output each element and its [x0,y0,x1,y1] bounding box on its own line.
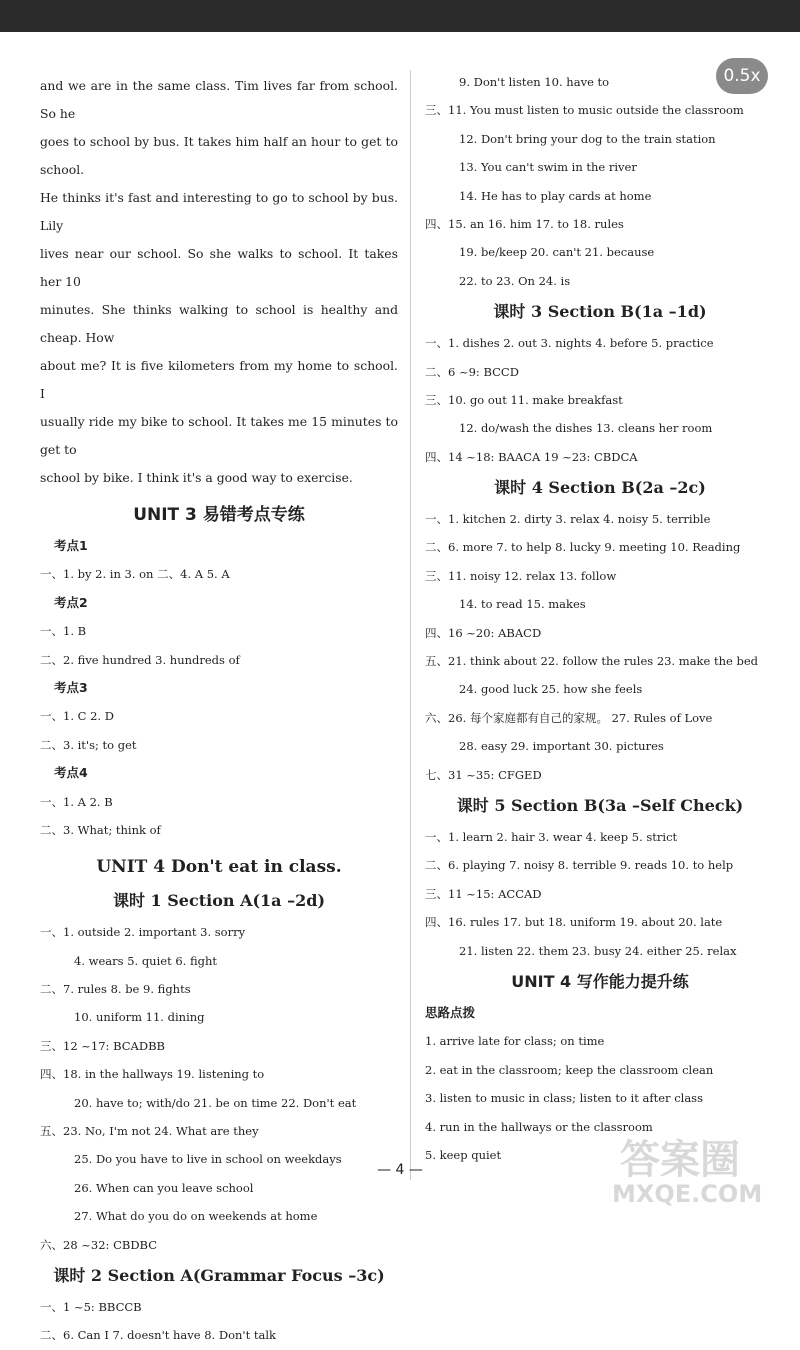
answer-line: 12. Don't bring your dog to the train station [459,131,716,146]
answer-line: 25. Do you have to live in school on weekdays [74,1152,342,1167]
answer-line: 21. listen 22. them 23. busy 24. either 25. relax [459,943,737,958]
answer-line: 三、11. You must listen to music outside the classroom [425,103,744,118]
answer-line: 六、28 ~32: CBDBC [40,1237,158,1252]
answer-line: 四、14 ~18: BAACA 19 ~23: CBDCA [425,449,638,464]
answer-line: 二、6. more 7. to help 8. lucky 9. meeting 10. Reading [425,540,741,555]
answer-line: 三、10. go out 11. make breakfast [425,392,623,407]
unit3-title: UNIT 3 易错考点专练 [133,505,305,525]
answer-line: 一、1. by 2. in 3. on 二、4. A 5. A [40,567,230,582]
answer-line: 10. uniform 11. dining [74,1010,205,1025]
answer-line: 12. do/wash the dishes 13. cleans her room [459,421,713,436]
answer-line: 19. be/keep 20. can't 21. because [459,245,655,260]
paragraph-line: lives near our school. So she walks to school. It takes her 10 [40,246,398,289]
answer-line: 一、1 ~5: BBCCB [40,1299,142,1314]
answer-line: 四、16. rules 17. but 18. uniform 19. about 20. late [425,915,723,930]
answer-line: 二、2. five hundred 3. hundreds of [40,652,240,667]
section-title-4: 课时 4 Section B(2a –2c) [494,478,706,498]
answer-line: 五、21. think about 22. follow the rules 23. make the bed [425,654,758,669]
kaodian-4: 考点4 [54,765,88,781]
unit4-title: UNIT 4 Don't eat in class. [96,857,342,878]
zoom-badge[interactable]: 0.5x [716,58,768,94]
answer-line: 2. eat in the classroom; keep the classroom clean [425,1062,714,1077]
answer-line: 24. good luck 25. how she feels [459,682,643,697]
answer-line: 20. have to; with/do 21. be on time 22. Don't eat [74,1095,357,1110]
paragraph-line: about me? It is five kilometers from my home to school. I [40,358,398,401]
answer-line: 27. What do you do on weekends at home [74,1209,318,1224]
watermark-site: MXQE.COM [612,1180,763,1208]
answer-line: 二、3. What; think of [40,822,161,837]
answer-line: 三、11 ~15: ACCAD [425,886,542,901]
kaodian-2: 考点2 [54,594,88,610]
answer-line: 二、6 ~9: BCCD [425,364,519,379]
reading-paragraph [40,72,398,492]
paragraph-line: goes to school by bus. It takes him half an hour to get to school. [40,134,398,177]
answer-line: 六、26. 每个家庭都有自己的家规。 27. Rules of Love [425,710,713,725]
answer-line: 一、1. C 2. D [40,709,114,724]
answer-line: 26. When can you leave school [74,1180,254,1195]
answer-line: 4. run in the hallways or the classroom [425,1119,653,1134]
answer-line: 22. to 23. On 24. is [459,273,571,288]
paragraph-line: school by bike. I think it's a good way to exercise. [40,470,353,485]
answer-line: 二、6. playing 7. noisy 8. terrible 9. reads 10. to help [425,858,734,873]
answer-line: 14. He has to play cards at home [459,188,652,203]
answer-line: 13. You can't swim in the river [459,160,637,175]
watermark-brand: 答案圈 [620,1137,740,1183]
answer-line: 一、1. dishes 2. out 3. nights 4. before 5. practice [425,336,714,351]
page-number: — 4 — [377,1162,423,1178]
answer-line: 七、31 ~35: CFGED [425,767,542,782]
kaodian-1: 考点1 [54,538,88,553]
answer-line: 五、23. No, I'm not 24. What are they [40,1124,259,1139]
answer-line: 5. keep quiet [425,1147,502,1162]
answer-line: 3. listen to music in class; listen to it after class [425,1091,703,1106]
answer-line: 28. easy 29. important 30. pictures [459,739,664,754]
answer-line: 四、16 ~20: ABACD [425,625,542,640]
answer-line: 一、1. kitchen 2. dirty 3. relax 4. noisy 5. terrible [425,512,711,527]
answer-line: 9. Don't listen 10. have to [459,75,610,89]
answer-line: 四、15. an 16. him 17. to 18. rules [425,216,624,231]
section-title-2: 课时 2 Section A(Grammar Focus –3c) [53,1265,385,1285]
answer-line: 1. arrive late for class; on time [425,1034,605,1049]
answer-line: 14. to read 15. makes [459,597,586,612]
answer-line: 一、1. A 2. B [40,794,113,809]
right-column [425,68,775,1169]
answer-line: 一、1. B [40,624,87,639]
answer-line: 4. wears 5. quiet 6. fight [74,953,218,968]
section-title-1: 课时 1 Section A(1a –2d) [112,891,326,911]
answer-line: 二、6. Can I 7. doesn't have 8. Don't talk [40,1328,276,1343]
column-divider [410,70,411,1180]
answer-line: 二、3. it's; to get [40,737,137,752]
answer-line: 一、1. learn 2. hair 3. wear 4. keep 5. strict [425,829,678,844]
writing-title: UNIT 4 写作能力提升练 [511,971,689,991]
answer-line: 一、1. outside 2. important 3. sorry [40,925,246,940]
paragraph-line: He thinks it's fast and interesting to go to school by bus. Lily [40,190,398,233]
paragraph-line: minutes. She thinks walking to school is healthy and cheap. How [40,302,398,345]
answer-line: 三、11. noisy 12. relax 13. follow [425,568,617,583]
paragraph-line: usually ride my bike to school. It takes me 15 minutes to get to [40,414,398,457]
answer-line: 三、12 ~17: BCADBB [40,1038,165,1053]
section-title-3: 课时 3 Section B(1a –1d) [493,302,707,322]
writing-subtitle: 思路点拨 [425,1004,476,1020]
paragraph-line: and we are in the same class. Tim lives far from school. So he [40,78,398,121]
answer-line: 二、7. rules 8. be 9. fights [40,982,191,997]
answer-line: 四、18. in the hallways 19. listening to [40,1067,265,1082]
kaodian-3: 考点3 [54,679,88,695]
section-title-5: 课时 5 Section B(3a –Self Check) [456,795,744,815]
top-bar [0,0,800,32]
left-column [40,72,398,1350]
